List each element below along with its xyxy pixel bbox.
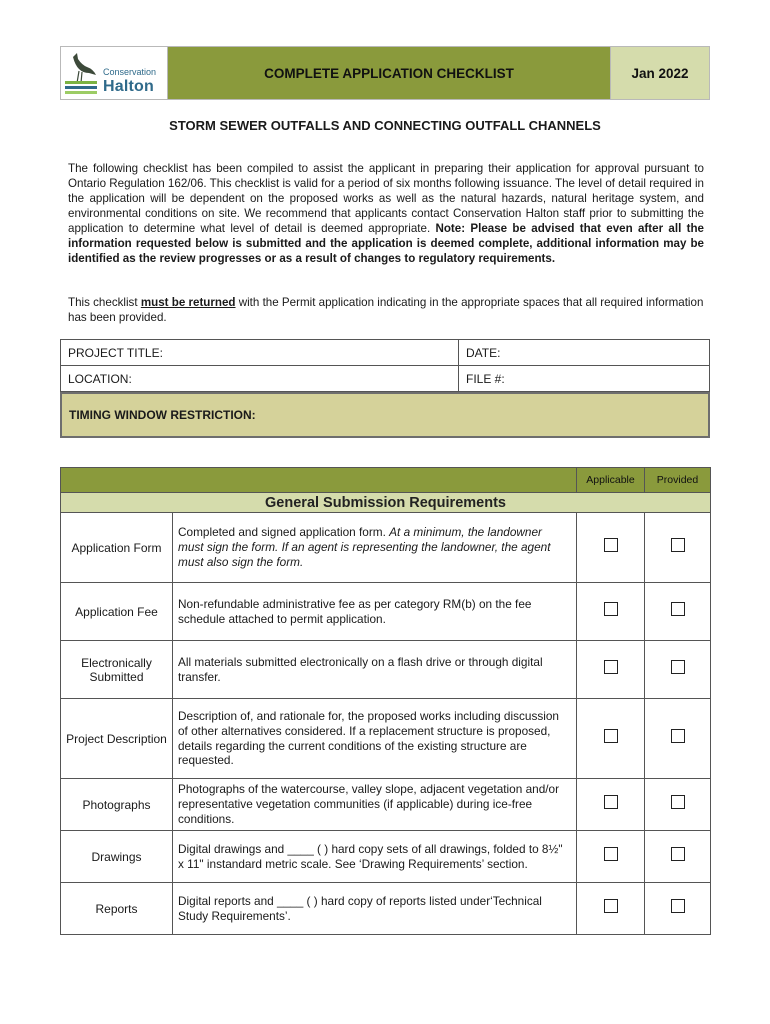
return-paragraph [68, 295, 704, 325]
return-text-after: with the Permit application indicating in the appropriate spaces that all required information has been provided. [68, 296, 704, 324]
row-description [173, 699, 577, 779]
applicable-cell [577, 513, 645, 583]
return-emphasis: must be returned [140, 296, 236, 309]
provided-cell [645, 583, 711, 641]
row-description-text: Completed and signed application form. [178, 525, 390, 540]
provided-checkbox[interactable] [671, 795, 685, 809]
provided-checkbox[interactable] [671, 660, 685, 674]
applicable-cell [577, 883, 645, 935]
checklist-table [60, 467, 711, 935]
applicable-cell [577, 699, 645, 779]
row-category: Electronically Submitted [61, 641, 173, 699]
checklist-row [61, 831, 711, 883]
checklist-title: COMPLETE APPLICATION CHECKLIST [168, 47, 610, 99]
provided-cell [645, 699, 711, 779]
date-field[interactable] [459, 340, 710, 366]
row-description-text: Digital reports and ____ ( ) hard copy of reports listed under‘Technical Study Requirements’. [178, 893, 542, 923]
row-description-text: Non-refundable administrative fee as per category RM(b) on the fee schedule attached to permit application. [178, 596, 532, 626]
row-category: Reports [61, 883, 173, 935]
applicable-cell [577, 779, 645, 831]
col-applicable: Applicable [577, 468, 645, 493]
section-title: General Submission Requirements [61, 493, 711, 513]
row-description [173, 641, 577, 699]
logo-text-small: Conservation [103, 67, 157, 77]
intro-text: The following checklist has been compiled to assist the applicant in preparing their application for approval pursuant to Ontario Regulation 162/06. This checklist is valid for a period of six months following issuance. The level of detail required in the application will be dependent on the proposed works as well as the natural hazards, natural heritage system, and environmental conditions on site. We recommend that applicants contact Conservation Halton staff prior to submitting the application to determine what level of detail is deemed appropriate. [68, 162, 704, 235]
row-description-text: Photographs of the watercourse, valley slope, adjacent vegetation and/or representative vegetation communities (if applicable) during ice-free conditions. [178, 782, 560, 826]
timing-window-label: TIMING WINDOW RESTRICTION: [69, 408, 256, 422]
row-description [173, 513, 577, 583]
conservation-halton-logo [61, 47, 168, 99]
row-category: Application Form [61, 513, 173, 583]
provided-cell [645, 831, 711, 883]
applicable-cell [577, 641, 645, 699]
logo-text-big: Halton [103, 78, 154, 95]
row-description [173, 883, 577, 935]
applicable-checkbox[interactable] [604, 602, 618, 616]
row-description [173, 831, 577, 883]
applicable-checkbox[interactable] [604, 899, 618, 913]
location-field[interactable] [61, 366, 459, 392]
location-label: LOCATION: [68, 371, 132, 386]
row-description-text: Description of, and rationale for, the proposed works including discussion of other alternatives considered. If a replacement structure is proposed, details regarding the current conditions of the existing structure are requested. [178, 708, 559, 768]
applicable-checkbox[interactable] [604, 538, 618, 552]
provided-checkbox[interactable] [671, 899, 685, 913]
return-text-before: This checklist [68, 296, 141, 309]
project-info-table [60, 339, 710, 392]
row-description-text: All materials submitted electronically on a flash drive or through digital transfer. [178, 654, 543, 684]
applicable-checkbox[interactable] [604, 795, 618, 809]
checklist-row [61, 513, 711, 583]
checklist-date: Jan 2022 [610, 47, 709, 99]
provided-cell [645, 883, 711, 935]
applicable-cell [577, 583, 645, 641]
date-label: DATE: [466, 345, 501, 360]
col-provided: Provided [645, 468, 711, 493]
document-header [60, 46, 710, 100]
applicable-checkbox[interactable] [604, 660, 618, 674]
provided-checkbox[interactable] [671, 538, 685, 552]
provided-checkbox[interactable] [671, 847, 685, 861]
checklist-row [61, 779, 711, 831]
row-description-text: Digital drawings and ____ ( ) hard copy sets of all drawings, folded to 8½" x 11" instandard metric scale. See ‘Drawing Requirements’ section. [178, 841, 563, 871]
intro-paragraph [68, 161, 704, 266]
heron-icon [65, 51, 101, 91]
applicable-checkbox[interactable] [604, 729, 618, 743]
checklist-header-row [61, 468, 711, 493]
row-description [173, 779, 577, 831]
file-number-label: FILE #: [466, 371, 505, 386]
document-subtitle: STORM SEWER OUTFALLS AND CONNECTING OUTFALL CHANNELS [169, 118, 601, 133]
provided-checkbox[interactable] [671, 602, 685, 616]
checklist-row [61, 583, 711, 641]
header-blank [61, 468, 577, 493]
row-category: Drawings [61, 831, 173, 883]
provided-cell [645, 779, 711, 831]
project-title-field[interactable] [61, 340, 459, 366]
intro-note: Note: Please be advised that even after all the information requested below is submitted and the application is deemed complete, additional information may be identified as the review progresses or as a result of changes to regulatory requirements. [68, 222, 704, 265]
section-row [61, 493, 711, 513]
checklist-row [61, 699, 711, 779]
checklist-row [61, 641, 711, 699]
row-description-italic: At a minimum, the landowner must sign the form. If an agent is representing the landowner, the agent must also sign the form. [178, 525, 551, 569]
applicable-checkbox[interactable] [604, 847, 618, 861]
provided-checkbox[interactable] [671, 729, 685, 743]
file-number-field[interactable] [459, 366, 710, 392]
row-category: Project Description [61, 699, 173, 779]
timing-window-field[interactable] [60, 392, 710, 438]
provided-cell [645, 513, 711, 583]
row-description [173, 583, 577, 641]
row-category: Photographs [61, 779, 173, 831]
provided-cell [645, 641, 711, 699]
applicable-cell [577, 831, 645, 883]
project-title-label: PROJECT TITLE: [68, 345, 163, 360]
checklist-row [61, 883, 711, 935]
row-category: Application Fee [61, 583, 173, 641]
